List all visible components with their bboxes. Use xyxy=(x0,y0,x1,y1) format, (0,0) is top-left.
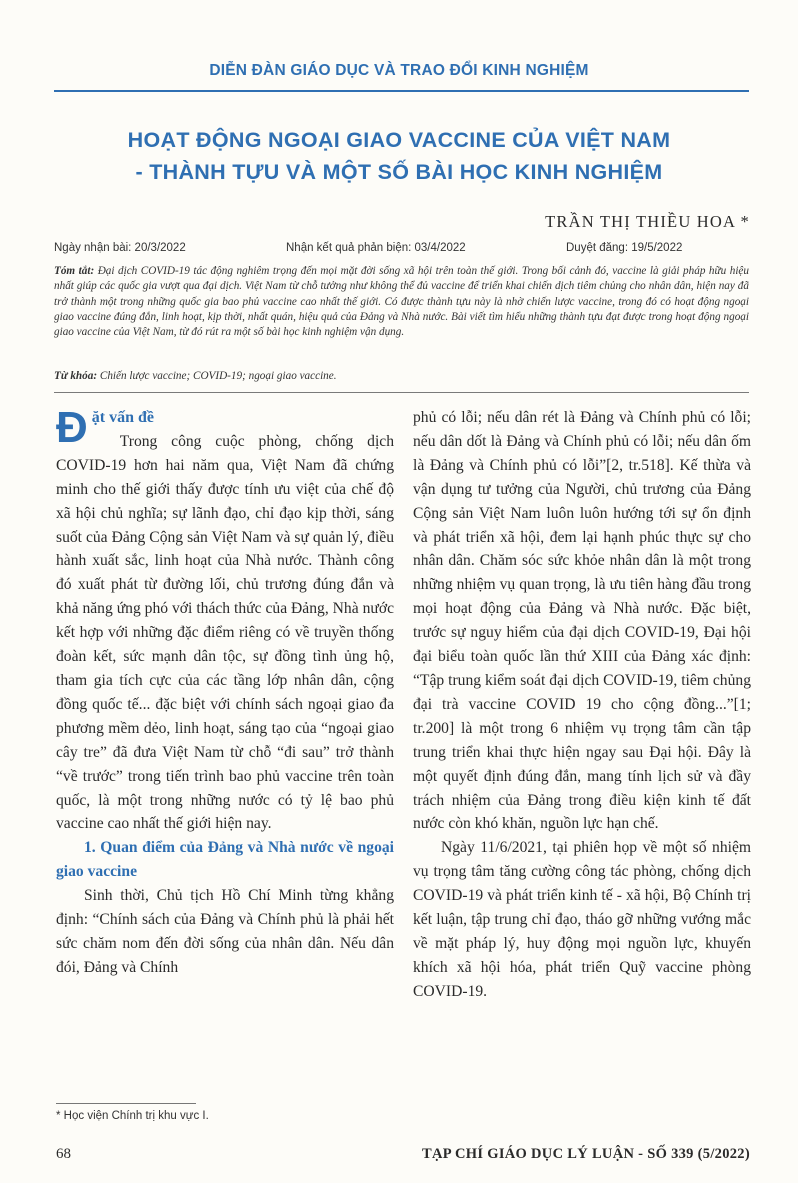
approval-date: Duyệt đăng: 19/5/2022 xyxy=(566,242,683,254)
journal-name: TẠP CHÍ GIÁO DỤC LÝ LUẬN - SỐ 339 (5/2022) xyxy=(422,1146,750,1162)
abstract-text: Đại dịch COVID-19 tác động nghiêm trọng đến mọi mặt đời sống xã hội trên toàn thế giới. Trong bối cảnh đó, vaccine là giải pháp hữu hiệu nhất giúp các quốc gia vượt qua đại dịch. Việt Nam từ chỗ tưởng như không thể đủ vaccine để triển khai chiến dịch tiêm chủng cho nhân dân, hiện nay đã trở thành một trong những quốc gia bao phủ vaccine cao nhất thế giới. Có được thành tựu này là nhờ chiến lược vaccine, trong đó có hoạt động ngoại giao vaccine đúng đắn, linh hoạt, kịp thời, nhất quán, hiệu quả của Đảng và Nhà nước. Bài viết tìm hiểu những thành tựu đạt được trong hoạt động ngoại giao vaccine của Việt Nam, từ đó rút ra một số bài học kinh nghiệm vận dụng. xyxy=(54,265,749,339)
abstract-label: Tóm tắt: xyxy=(54,265,95,277)
title-line-2: - THÀNH TỰU VÀ MỘT SỐ BÀI HỌC KINH NGHIỆM xyxy=(135,160,663,184)
received-date: Ngày nhận bài: 20/3/2022 xyxy=(54,242,186,254)
author-name: TRẦN THỊ THIỀU HOA * xyxy=(545,212,750,231)
footnote-divider xyxy=(56,1103,196,1104)
keywords-text: Chiến lược vaccine; COVID-19; ngoại giao vaccine. xyxy=(97,370,337,382)
section-header: DIỄN ĐÀN GIÁO DỤC VÀ TRAO ĐỔI KINH NGHIỆM xyxy=(209,62,589,79)
page-number: 68 xyxy=(56,1146,71,1162)
right-column xyxy=(413,406,751,1004)
abstract-divider xyxy=(54,392,749,393)
continued-paragraph: phủ có lỗi; nếu dân rét là Đảng và Chính phủ có lỗi; nếu dân dốt là Đảng và Chính phủ có lỗi; nếu dân ốm là Đảng và Chính phủ có lỗi”[2, tr.518]. Kế thừa và vận dụng tư tưởng của Người, chủ trương của Đảng Cộng sản Việt Nam luôn luôn hướng tới sự ổn định và phát triển xã hội, đem lại hạnh phúc thực sự cho nhân dân. Chăm sóc sức khỏe nhân dân là một trong những nhiệm vụ quan trọng, là ưu tiên hàng đầu trong mọi hoạt động của Đảng và Nhà nước. Đặc biệt, trước sự nguy hiểm của đại dịch COVID-19, Đại hội đại biểu toàn quốc lần thứ XIII của Đảng xác định: “Tập trung kiểm soát đại dịch COVID-19, tiêm chủng đại trà vaccine COVID 19 cho cộng đồng...”[1; tr.200] là một trong 6 nhiệm vụ trọng tâm cần tập trung triển khai thực hiện ngay sau Đại hội. Đây là một quyết định đúng đắn, mang tính lịch sử và đầy trách nhiệm của Đảng trong điều kiện kinh tế đất nước còn khó khăn, nguồn lực hạn chế. xyxy=(413,409,751,833)
abstract xyxy=(54,264,749,340)
section-heading: 1. Quan điểm của Đảng và Nhà nước về ngoại giao vaccine xyxy=(56,839,394,881)
intro-paragraph: Trong công cuộc phòng, chống dịch COVID-19 hơn hai năm qua, Việt Nam đã chứng minh cho thế giới thấy được tính ưu việt của chế độ xã hội chủ nghĩa; sự lãnh đạo, chỉ đạo kịp thời, sáng suốt của Đảng Cộng sản Việt Nam và sự quản lý, điều hành xuất sắc, linh hoạt của Nhà nước. Thành công đó xuất phát từ đường lối, chủ trương đúng đắn và khả năng ứng phó với thách thức của Đảng, Nhà nước kết hợp với những đặc điểm riêng có về truyền thống đoàn kết, sức mạnh dân tộc, sự đồng tình ủng hộ, tham gia tích cực của các tầng lớp nhân dân, cộng đồng quốc tế... đặc biệt với chính sách ngoại giao đa phương mềm dẻo, linh hoạt, sáng tạo của “ngoại giao cây tre” đã đưa Việt Nam từ chỗ “đi sau” trở thành “về trước” trong tiến trình bao phủ vaccine trên toàn quốc, là một trong những nước có tỷ lệ bao phủ vaccine cao nhất thế giới hiện nay. xyxy=(56,432,394,833)
keywords-label: Từ khóa: xyxy=(54,370,98,382)
drop-cap: Đ xyxy=(56,403,88,452)
footnote: * Học viện Chính trị khu vực I. xyxy=(56,1110,209,1122)
intro-heading: ặt vấn đề xyxy=(91,409,155,426)
keywords xyxy=(54,370,749,382)
left-column xyxy=(56,403,394,980)
section-paragraph: Sinh thời, Chủ tịch Hồ Chí Minh từng khẳng định: “Chính sách của Đảng và Chính phủ là phải hết sức chăm nom đến đời sống của nhân dân. Nếu dân đói, Đảng và Chính xyxy=(56,887,394,976)
paragraph-june: Ngày 11/6/2021, tại phiên họp về một số nhiệm vụ trọng tâm tăng cường công tác phòng, chống dịch COVID-19 và phát triển kinh tế - xã hội, Bộ Chính trị kết luận, tập trung chỉ đạo, tháo gỡ những vướng mắc về mặt pháp lý, huy động mọi nguồn lực, khuyến khích xã hội hóa, phát triển Quỹ vaccine phòng COVID-19. xyxy=(413,839,751,1000)
article-title xyxy=(0,124,798,188)
header-divider xyxy=(54,90,749,92)
title-line-1: HOẠT ĐỘNG NGOẠI GIAO VACCINE CỦA VIỆT NAM xyxy=(127,128,671,152)
review-date: Nhận kết quả phản biện: 03/4/2022 xyxy=(286,242,466,254)
